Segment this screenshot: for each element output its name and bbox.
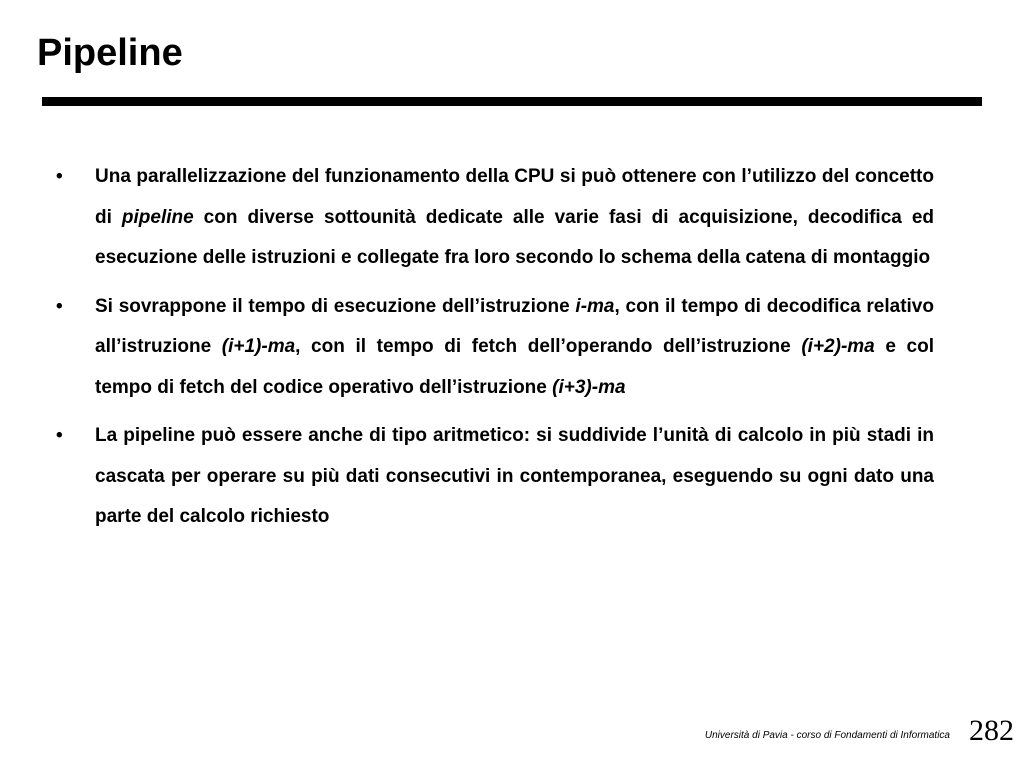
- bullet-text: Una parallelizzazione del funzionamento della CPU si può ottenere con l’utilizzo del concetto di: [95, 166, 934, 228]
- emphasis-text: (i+2)-ma: [801, 336, 875, 357]
- emphasis-text: (i+1)-ma: [221, 336, 296, 357]
- page-number: 282: [969, 714, 1014, 747]
- slide-title: Pipeline: [37, 32, 183, 74]
- bullet-text: La pipeline può essere anche di tipo aritmetico: si suddivide l’unità di calcolo in più stadi in cascata per operare su più dati consecutivi in contemporanea, eseguendo su ogni dato una parte del calcolo richiesto: [95, 425, 934, 527]
- emphasis-text: (i+3)-ma: [552, 376, 626, 398]
- bullet-icon: •: [56, 295, 63, 317]
- title-divider: [42, 97, 982, 106]
- emphasis-text: i-ma: [575, 295, 615, 317]
- bullet-text: con diverse sottounità dedicate alle varie fasi di acquisizione, decodifica ed esecuzione delle istruzioni e collegate fra loro secondo lo schema della catena di montaggio: [95, 206, 934, 268]
- bullet-list: [56, 157, 934, 546]
- slide-footer: Università di Pavia - corso di Fondamenti di Informatica: [704, 730, 950, 741]
- bullet-item: [56, 416, 934, 538]
- bullet-text: , con il tempo di decodifica relativo all’istruzione: [95, 295, 934, 357]
- bullet-item: [56, 287, 934, 409]
- bullet-icon: •: [56, 425, 63, 446]
- bullet-text: , con il tempo di fetch dell’operando dell’istruzione: [295, 336, 802, 357]
- bullet-item: [56, 157, 934, 279]
- bullet-text: e col tempo di fetch del codice operativo dell’istruzione: [95, 336, 934, 398]
- emphasis-text: pipeline: [121, 206, 194, 228]
- bullet-text: Si sovrappone il tempo di esecuzione dell’istruzione: [95, 295, 576, 317]
- bullet-icon: •: [56, 166, 63, 187]
